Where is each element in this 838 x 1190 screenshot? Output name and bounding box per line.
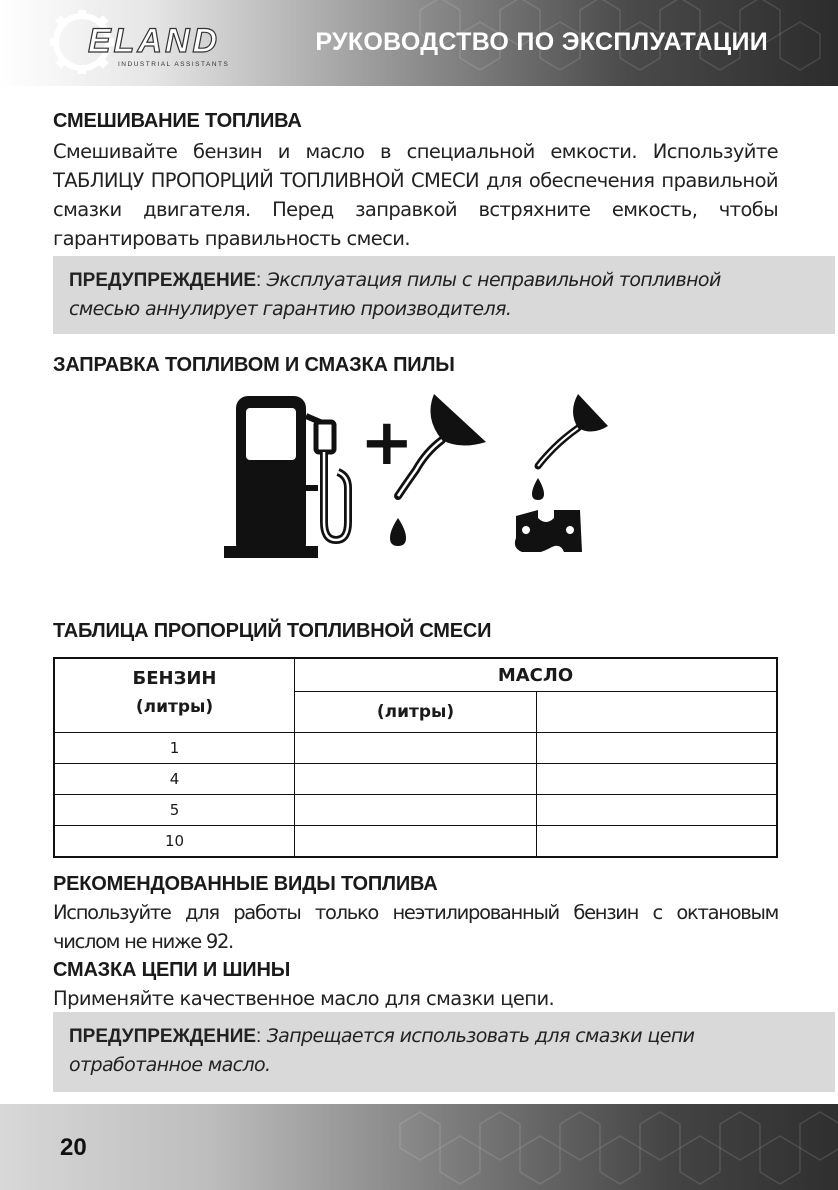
table-header-row (54, 658, 777, 692)
eland-logo (48, 8, 268, 76)
table-cell-oil (295, 733, 537, 764)
fuel-mix-table (53, 657, 778, 858)
document-title: РУКОВОДСТВО ПО ЭКСПЛУАТАЦИИ (315, 28, 768, 56)
warning-text: Эксплуатация пилы с неправильной топливной смесью аннулирует гарантию производителя. (69, 269, 721, 320)
section-fueling (53, 354, 778, 377)
table-row (54, 733, 777, 764)
fuel-pump-icon (224, 396, 348, 558)
column-header-unit: (литры) (295, 692, 537, 733)
page-footer (0, 1104, 838, 1190)
warning-separator: : (256, 270, 267, 291)
warning-box (53, 1012, 835, 1092)
section-mixing (53, 110, 778, 253)
table-cell-extra (537, 764, 778, 795)
table-cell-extra (537, 826, 778, 858)
section-table (53, 620, 778, 643)
section-heading: ТАБЛИЦА ПРОПОРЦИЙ ТОПЛИВНОЙ СМЕСИ (53, 620, 492, 642)
table-cell-extra (537, 733, 778, 764)
section-text: Смешивайте бензин и масло в специальной емкости. Используйте ТАБЛИЦУ ПРОПОРЦИЙ ТОПЛИВНОЙ СМЕСИ для обеспечения правильной смазки двигателя. Перед заправкой встряхните емкость, чтобы гарантировать правильность смеси. (53, 140, 778, 250)
section-text: Используйте для работы только неэтилированный бензин с октановым числом не ниже 92. (53, 901, 778, 953)
warning-text: Запрещается использовать для смазки цепи отработанное масло. (69, 1025, 695, 1076)
table-row (54, 764, 777, 795)
warning-label: ПРЕДУПРЕЖДЕНИЕ (69, 270, 257, 291)
column-header-extra (537, 692, 778, 733)
table-cell-oil (295, 764, 537, 795)
brand-name: ELAND (88, 22, 221, 60)
brand-tagline: INDUSTRIAL ASSISTANTS (118, 61, 230, 68)
warning-box (53, 256, 835, 334)
saw-chain-icon (515, 510, 582, 552)
section-heading: РЕКОМЕНДОВАННЫЕ ВИДЫ ТОПЛИВА (53, 873, 438, 895)
section-heading: ЗАПРАВКА ТОПЛИВОМ И СМАЗКА ПИЛЫ (53, 354, 455, 376)
warning-label: ПРЕДУПРЕЖДЕНИЕ (69, 1026, 257, 1047)
table-cell-petrol: 10 (54, 826, 295, 858)
page-header (0, 0, 838, 86)
column-header-label: БЕНЗИН (132, 668, 217, 689)
hex-pattern-background (0, 1104, 838, 1190)
section-text: Применяйте качественное масло для смазки цепи. (53, 987, 555, 1010)
section-fuel-types (53, 873, 778, 956)
fueling-icons (220, 392, 620, 562)
table-cell-extra (537, 795, 778, 826)
table-cell-oil (295, 826, 537, 858)
plus-sign: + (360, 406, 414, 480)
table-row (54, 795, 777, 826)
section-heading: СМАЗКА ЦЕПИ И ШИНЫ (53, 959, 291, 981)
table-cell-oil (295, 795, 537, 826)
column-header-unit: (литры) (135, 697, 214, 717)
oil-can-icon (532, 394, 608, 500)
warning-separator: : (256, 1026, 267, 1047)
section-chain (53, 959, 778, 1013)
table-cell-petrol: 4 (54, 764, 295, 795)
table-cell-petrol: 5 (54, 795, 295, 826)
table-cell-petrol: 1 (54, 733, 295, 764)
column-header-petrol (54, 658, 295, 733)
section-heading: СМЕШИВАНИЕ ТОПЛИВА (53, 110, 302, 132)
table-row (54, 826, 777, 858)
page-number: 20 (60, 1134, 87, 1161)
column-header-oil: МАСЛО (295, 658, 778, 692)
